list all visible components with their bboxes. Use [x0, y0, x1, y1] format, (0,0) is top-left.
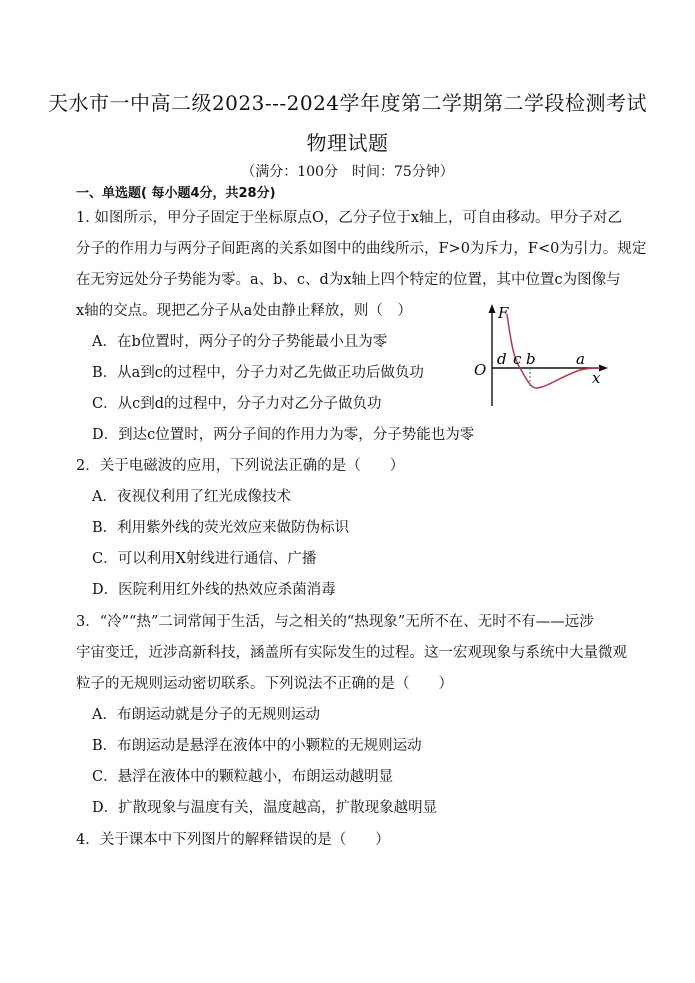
q2-option-c: C．可以利用X射线进行通信、广播	[92, 551, 317, 567]
q2-option-b: B．利用紫外线的荧光效应来做防伪标识	[92, 520, 350, 536]
point-d-label: d	[497, 350, 507, 368]
q3-line1: 3．“冷”“热”二词常闻于生活，与之相关的“热现象”无所不在、无时不有——远涉	[76, 614, 594, 630]
q1-line1: 1. 如图所示，甲分子固定于坐标原点O，乙分子位于x轴上，可自由移动。甲分子对乙	[76, 210, 623, 226]
q3-line3: 粒子的无规则运动密切联系。下列说法不正确的是（ ）	[76, 676, 453, 692]
q3-option-a: A．布朗运动就是分子的无规则运动	[92, 707, 320, 723]
q3-option-c: C．悬浮在液体中的颗粒越小，布朗运动越明显	[92, 769, 394, 785]
exam-title-line1: 天水市一中高二级2023---2024学年度第二学期第二学段检测考试	[47, 91, 648, 115]
point-b-label: b	[526, 350, 536, 368]
q3-option-d: D．扩散现象与温度有关，温度越高，扩散现象越明显	[92, 800, 438, 816]
force-distance-figure	[470, 300, 610, 412]
point-c-label: c	[513, 350, 522, 368]
q3-line2: 宇宙变迁，近涉高新科技，涵盖所有实际发生的过程。这一宏观现象与系统中大量微观	[76, 645, 627, 661]
q1-line2: 分子的作用力与两分子间距离的关系如图中的曲线所示，F>0为斥力，F<0为引力。规定	[76, 241, 647, 257]
q1-option-a: A．在b位置时，两分子的分子势能最小且为零	[92, 334, 388, 350]
origin-label: O	[474, 361, 487, 379]
axis-x-label: x	[592, 369, 601, 387]
axis-y-label: F	[498, 304, 509, 322]
q1-line3: 在无穷远处分子势能为零。a、b、c、d为x轴上四个特定的位置，其中位置c为图像与	[76, 272, 621, 288]
q1-option-d: D．到达c位置时，两分子间的作用力为零，分子势能也为零	[92, 427, 475, 443]
q1-line4: x轴的交点。现把乙分子从a处由静止释放，则（ ）	[76, 303, 412, 319]
exam-info: （满分：100分 时间：75分钟）	[241, 164, 454, 180]
q1-option-c: C．从c到d的过程中，分子力对乙分子做负功	[92, 396, 382, 412]
section-heading: 一、单选题( 每小题4分，共28分)	[76, 186, 276, 201]
point-a-label: a	[576, 350, 585, 368]
q2-option-d: D．医院利用红外线的热效应杀菌消毒	[92, 582, 336, 598]
y-axis-arrow	[489, 304, 496, 313]
q4-stem: 4．关于课本中下列图片的解释错误的是（ ）	[76, 832, 390, 848]
q3-option-b: B．布朗运动是悬浮在液体中的小颗粒的无规则运动	[92, 738, 422, 754]
exam-title-line2: 物理试题	[306, 131, 389, 155]
q2-stem: 2．关于电磁波的应用，下列说法正确的是（ ）	[76, 458, 405, 474]
q1-option-b: B．从a到c的过程中，分子力对乙先做正功后做负功	[92, 365, 424, 381]
q2-option-a: A．夜视仪利用了红光成像技术	[92, 489, 291, 505]
